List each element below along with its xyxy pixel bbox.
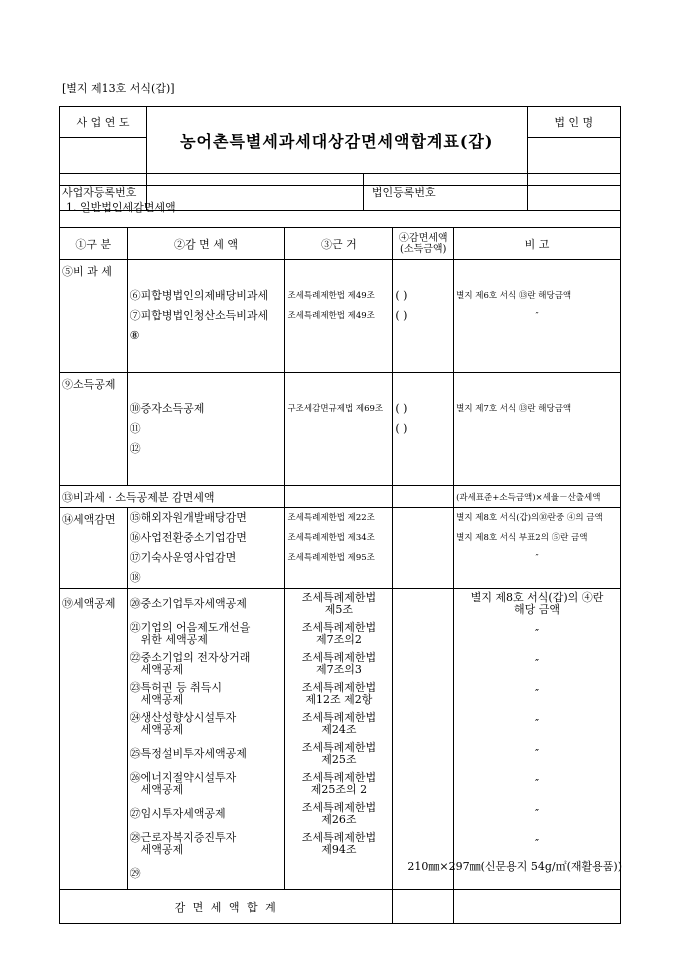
row-13-basis [285, 486, 393, 508]
col-header-category: ①구 분 [60, 228, 128, 260]
col-header-reduction: ④감면세액 (소득금액) [393, 228, 454, 260]
group-tax-credit-basis: 조세특례제한법 제5조 조세특례제한법 제7조의2 조세특례제한법 제7조의3 조세특례제한법 제12조 제2항 조세특례제한법 제24조 조세특례제한법 제25조 조세특례제한법 제25조의 2 조세특례제한법 제26조 조세특례제한법 제94조 [285, 589, 393, 890]
group-nontax-reduction[interactable]: ( ) ( ) [393, 260, 454, 373]
list-item: ㉙ [129, 867, 141, 880]
col-header-basis: ③근 거 [285, 228, 393, 260]
form-caption: [별지 제13호 서식(갑)] [62, 82, 175, 95]
row-13-remarks: (과세표준+소득금액)×세율－산출세액 [454, 486, 621, 508]
form-title: 농어촌특별세과세대상감면세액합계표(갑) [147, 107, 528, 174]
row-13-label: ⑬비과세 · 소득공제분 감면세액 [60, 486, 285, 508]
list-item: ㉕특정설비투자세액공제 [129, 747, 247, 760]
group-tax-reduction-amount[interactable] [393, 508, 454, 589]
list-item: ⑱ [129, 571, 141, 584]
list-item: ⑳중소기업투자세액공제 [129, 597, 247, 610]
list-item: ㉗임시투자세액공제 [129, 807, 226, 820]
list-item: ⑮해외자원개발배당감면 [129, 511, 247, 524]
group-tax-reduction-remarks: 별지 제8호 서식(갑)의⑩란중 ④의 금액 별지 제8호 서식 부표2의 ⑤란 금액 ″ [454, 508, 621, 589]
col-header-remarks: 비 고 [454, 228, 621, 260]
list-item: ㉒중소기업의 전자상거래 세액공제 [129, 651, 251, 676]
corp-reg-label: 법인등록번호 [363, 174, 527, 211]
group-tax-credit-amount[interactable] [393, 589, 454, 890]
deduction-table [59, 185, 621, 924]
list-item: ⑧ [129, 329, 140, 342]
corp-name-label: 법 인 명 [527, 107, 620, 138]
total-label: 감 면 세 액 합 계 [60, 890, 393, 924]
list-item: ⑩증자소득공제 [129, 402, 205, 415]
group-tax-credit-items [127, 589, 285, 890]
list-item: ㉑기업의 어음제도개선을 위한 세액공제 [129, 621, 251, 646]
group-tax-credit-label: ⑲세액공제 [60, 589, 128, 890]
list-item: ⑫ [129, 442, 141, 455]
group-income-deduction-basis: 구조세감면규제법 제69조 [285, 373, 393, 486]
group-income-deduction-label: ⑨소득공제 [60, 373, 128, 486]
group-income-deduction-reduction[interactable]: ( ) ( ) [393, 373, 454, 486]
group-income-deduction-items [127, 373, 285, 486]
section1-title: 1. 일반법인세감면세액 [60, 186, 621, 228]
year-field[interactable] [60, 137, 147, 174]
total-remarks [454, 890, 621, 924]
biz-reg-label: 사업자등록번호 [60, 174, 147, 211]
list-item: ⑯사업전환중소기업감면 [129, 531, 247, 544]
group-tax-credit-remarks: 별지 제8호 서식(갑)의 ④란 해당 금액 ″ ″ ″ ″ ″ ″ ″ ″ [454, 589, 621, 890]
group-nontax-basis: 조세특례제한법 제49조 조세특례제한법 제49조 [285, 260, 393, 373]
row-13-reduction[interactable] [393, 486, 454, 508]
group-tax-reduction-label: ⑭세액감면 [60, 508, 128, 589]
col-header-amount: ②감 면 세 액 [127, 228, 285, 260]
list-item: ⑰기숙사운영사업감면 [129, 551, 237, 564]
paper-spec-footer: 210㎜×297㎜(신문용지 54g/㎡(재활용품)) [407, 860, 622, 873]
corp-name-field[interactable] [527, 137, 620, 174]
list-item: ㉘근로자복지증진투자 세액공제 [129, 831, 237, 856]
list-item: ⑦피합병법인청산소득비과세 [129, 309, 269, 322]
group-nontax-label: ⑤비 과 세 [60, 260, 128, 373]
group-tax-reduction-basis: 조세특례제한법 제22조 조세특례제한법 제34조 조세특례제한법 제95조 [285, 508, 393, 589]
list-item: ㉖에너지절약시설투자 세액공제 [129, 771, 237, 796]
list-item: ⑥피합병법인의제배당비과세 [129, 289, 269, 302]
group-nontax-remarks: 별지 제6호 서식 ⑬란 해당금액 ″ [454, 260, 621, 373]
group-nontax-items [127, 260, 285, 373]
year-label: 사 업 연 도 [60, 107, 147, 138]
group-income-deduction-remarks: 별지 제7호 서식 ⑬란 해당금액 [454, 373, 621, 486]
list-item: ㉔생산성향상시설투자 세액공제 [129, 711, 237, 736]
group-tax-reduction-items [127, 508, 285, 589]
list-item: ⑪ [129, 422, 141, 435]
list-item: ㉓특허권 등 취득시 세액공제 [129, 681, 222, 706]
total-amount[interactable] [393, 890, 454, 924]
